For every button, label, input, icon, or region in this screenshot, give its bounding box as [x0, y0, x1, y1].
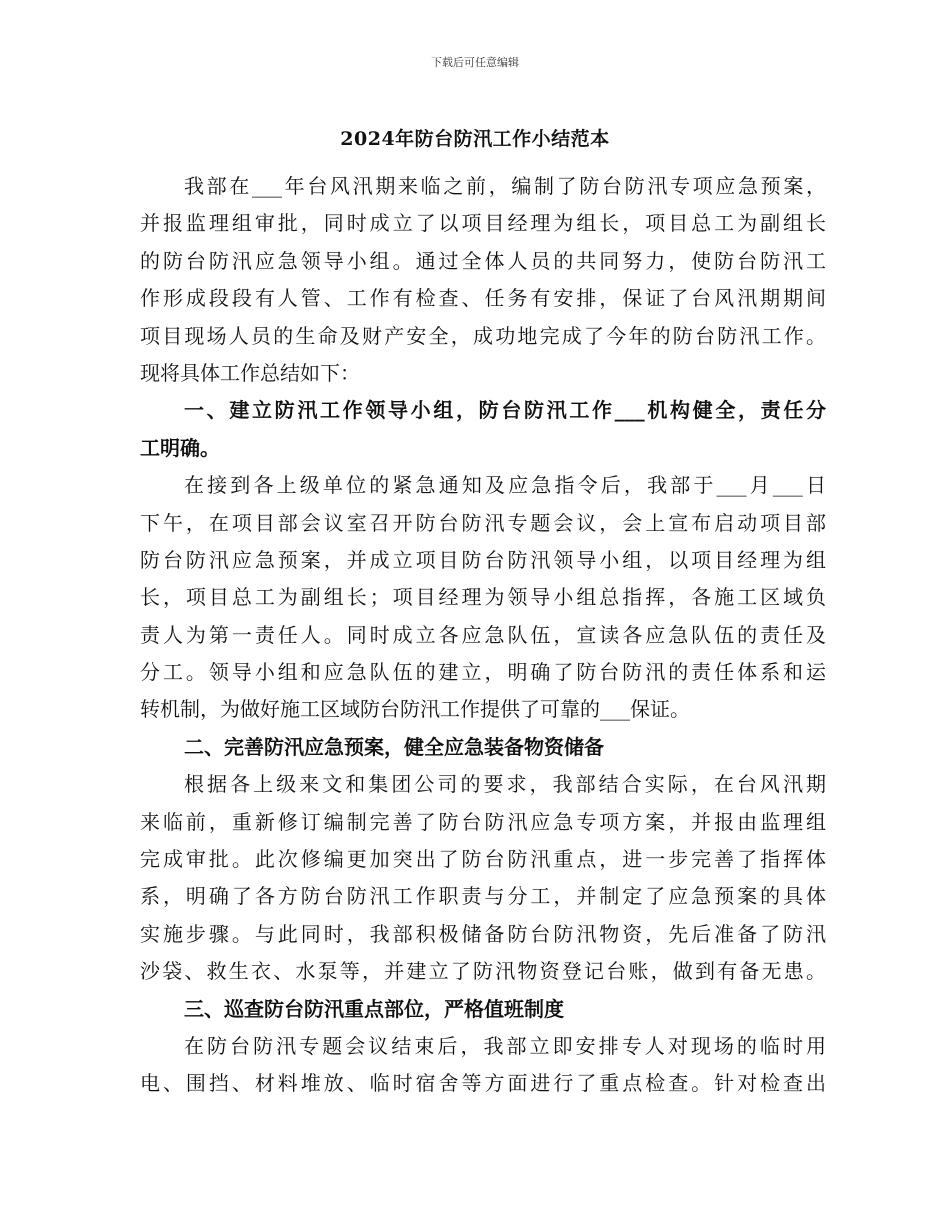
section-heading-line: 三、巡查防台防汛重点部位，严格值班制度 [184, 996, 564, 1021]
body-text-line: 在接到各上级单位的紧急通知及应急指令后，我部于___月___日 [184, 473, 826, 498]
body-text-line: 下午，在项目部会议室召开防台防汛专题会议，会上宣布启动项目部 [140, 510, 826, 535]
page-header-note: 下载后可任意编辑 [431, 56, 519, 69]
body-text-line: 现将具体工作总结如下： [140, 360, 360, 385]
body-text-line: 作形成段段有人管、工作有检查、任务有安排，保证了台风汛期期间 [140, 286, 826, 311]
section-heading-line: 二、完善防汛应急预案，健全应急装备物资储备 [184, 734, 604, 759]
body-text-line: 转机制，为做好施工区域防台防汛工作提供了可靠的___保证。 [140, 697, 690, 722]
body-text-line: 项目现场人员的生命及财产安全，成功地完成了今年的防台防汛工作。 [140, 323, 826, 348]
body-text-line: 完成审批。此次修编更加突出了防台防汛重点，进一步完善了指挥体 [140, 847, 826, 872]
body-text-line: 长，项目总工为副组长；项目经理为领导小组总指挥，各施工区域负 [140, 585, 826, 610]
body-text-line: 系，明确了各方防台防汛工作职责与分工，并制定了应急预案的具体 [140, 884, 826, 909]
body-text-line: 根据各上级来文和集团公司的要求，我部结合实际，在台风汛期 [184, 772, 826, 797]
body-text-line: 电、围挡、材料堆放、临时宿舍等方面进行了重点检查。针对检查出 [140, 1071, 826, 1096]
body-text-line: 的防台防汛应急领导小组。通过全体人员的共同努力，使防台防汛工 [140, 248, 826, 273]
document-body [140, 168, 826, 1103]
body-text-line: 来临前，重新修订编制完善了防台防汛应急专项方案，并报由监理组 [140, 809, 826, 834]
body-text-line: 在防台防汛专题会议结束后，我部立即安排专人对现场的临时用 [184, 1033, 826, 1058]
body-text-line: 沙袋、救生衣、水泵等，并建立了防汛物资登记台账，做到有备无患。 [140, 959, 826, 984]
body-text-line: 防台防汛应急预案，并成立项目防台防汛领导小组，以项目经理为组 [140, 547, 826, 572]
section-heading-line: 一、建立防汛工作领导小组，防台防汛工作___机构健全，责任分 [184, 398, 826, 423]
section-heading-line: 工明确。 [140, 435, 220, 460]
body-text-line: 分工。领导小组和应急队伍的建立，明确了防台防汛的责任体系和运 [140, 660, 826, 685]
body-text-line: 实施步骤。与此同时，我部积极储备防台防汛物资，先后准备了防汛 [140, 921, 826, 946]
body-text-line: 我部在___年台风汛期来临之前，编制了防台防汛专项应急预案， [184, 174, 826, 198]
body-text-line: 责人为第一责任人。同时成立各应急队伍，宣读各应急队伍的责任及 [140, 622, 826, 647]
document-title: 2024年防台防汛工作小结范本 [340, 128, 610, 150]
body-text-line: 并报监理组审批，同时成立了以项目经理为组长，项目总工为副组长 [140, 211, 826, 236]
